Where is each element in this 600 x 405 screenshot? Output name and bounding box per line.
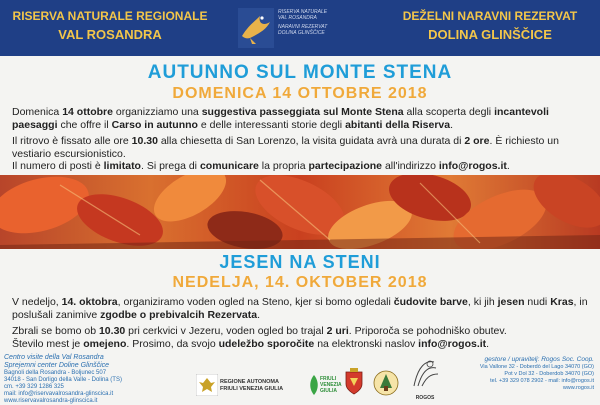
header-left-line2: VAL ROSANDRA xyxy=(58,27,162,42)
visitor-center-line-2: 34018 - San Dorligo della Valle - Dolina (TS) xyxy=(4,377,122,383)
header-right-line2: DOLINA GLINŠČICE xyxy=(428,27,552,42)
manager-contact xyxy=(424,356,594,392)
header-right xyxy=(380,8,600,46)
logo-caption xyxy=(278,9,362,36)
italian-date: DOMENICA 14 OTTOBRE 2018 xyxy=(172,85,428,102)
header-left xyxy=(0,8,220,46)
visitor-center-line-4: mail: info@riservavalrosandra-glinscica.it xyxy=(4,391,114,397)
fvg-brand-line2: VENEZIA xyxy=(320,382,342,388)
rogos-wordmark: ROGOS xyxy=(415,395,435,401)
fvg-brand-logo xyxy=(308,372,342,398)
manager-line-1: Via Vallone 32 - Doberdò del Lago 34070 (GO) xyxy=(479,364,594,370)
reserve-logo xyxy=(238,6,362,50)
visitor-center-title-2: Sprejemni center Doline Glinščice xyxy=(4,362,110,369)
visitor-center-line-1: Bagnoli della Rosandra - Boljunec 507 xyxy=(4,370,107,376)
manager-line-2: Pot v Dol 32 - Doberdob 34070 (GO) xyxy=(504,371,594,377)
fvg-brand-line3: GIULIA xyxy=(320,388,337,394)
italian-paragraph-1: Domenica 14 ottobre organizziamo una suggestiva passeggiata sul Monte Stena alla scoperta degli incantevoli paesaggi che offre il Carso in autunno e delle interessanti storie degli abitanti della Riserva. xyxy=(12,106,549,131)
slovenian-paragraph-2: Zbrali se bomo ob 10.30 pri cerkvici v Jezeru, voden ogled bo trajal 2 uri. Priporoča se pohodniško obutev. Število mest je omejeno. Prosimo, da svojo udeležbo sporočite na elektronski naslov info@rogos.it. xyxy=(12,325,507,350)
logo-line3: NARAVNI REZERVAT xyxy=(278,24,328,30)
header-right-line1: DEŽELNI NARAVNI REZERVAT xyxy=(402,9,578,23)
italian-paragraph-3: Il numero di posti è limitato. Si prega di comunicare la propria partecipazione all'indirizzo info@rogos.it. xyxy=(12,160,510,172)
leaves-image xyxy=(0,175,600,249)
bird-logo-icon xyxy=(238,8,274,48)
region-logo xyxy=(196,372,302,398)
region-logo-text xyxy=(220,379,300,392)
region-logo-line2: FRIULI VENEZIA GIULIA xyxy=(220,385,284,392)
visitor-center-contact xyxy=(4,354,194,405)
manager-title: gestore / upravitelj: Rogos Soc. Coop. xyxy=(484,356,594,363)
visitor-center-line-3: cm. +39 329 1286 325 xyxy=(4,384,64,390)
slovenian-date: NEDELJA, 14. OKTOBER 2018 xyxy=(172,274,428,291)
italian-title: AUTUNNO SUL MONTE STENA xyxy=(147,62,453,83)
header-banner xyxy=(0,0,600,56)
coat-of-arms-icon xyxy=(372,368,400,398)
slovenian-title: JESEN NA STENI xyxy=(219,252,381,272)
leaf-brand-icon xyxy=(308,373,320,397)
eagle-emblem-icon xyxy=(196,374,218,396)
manager-line-3: tel. +39 329 078 2902 - mail: info@rogos.it xyxy=(490,378,594,384)
visitor-center-title-1: Centro visite della Val Rosandra xyxy=(4,354,104,361)
region-logo-line1: REGIONE AUTONOMA xyxy=(220,379,279,385)
logo-line4: DOLINA GLINŠČICE xyxy=(278,30,325,36)
header-left-line1: RISERVA NATURALE REGIONALE xyxy=(12,9,208,23)
logo-line1: RISERVA NATURALE xyxy=(278,9,328,15)
logo-line2: VAL ROSANDRA xyxy=(278,15,317,21)
fvg-brand-text xyxy=(320,376,342,394)
autumn-leaves-photo xyxy=(0,175,600,249)
manager-website[interactable]: www.rogos.it xyxy=(562,385,594,391)
slovenian-paragraph-1: V nedeljo, 14. oktobra, organiziramo voden ogled na Steno, kjer si bomo ogledali čudovite barve, ki jih jesen nudi Kras, in poslušali zanimive zgodbe o prebivalcih Rezervata. xyxy=(12,296,588,321)
visitor-center-website[interactable]: www.riservavalrosandra-glinscica.it xyxy=(4,398,98,404)
municipal-crest-icon xyxy=(344,368,364,396)
italian-paragraph-2: Il ritrovo è fissato alle ore 10.30 alla chiesetta di San Lorenzo, la visita guidata avrà una durata di 2 ore. È richiesto un vestiario escursionistico. xyxy=(12,135,559,160)
fvg-brand-line1: FRIULI xyxy=(320,376,337,382)
